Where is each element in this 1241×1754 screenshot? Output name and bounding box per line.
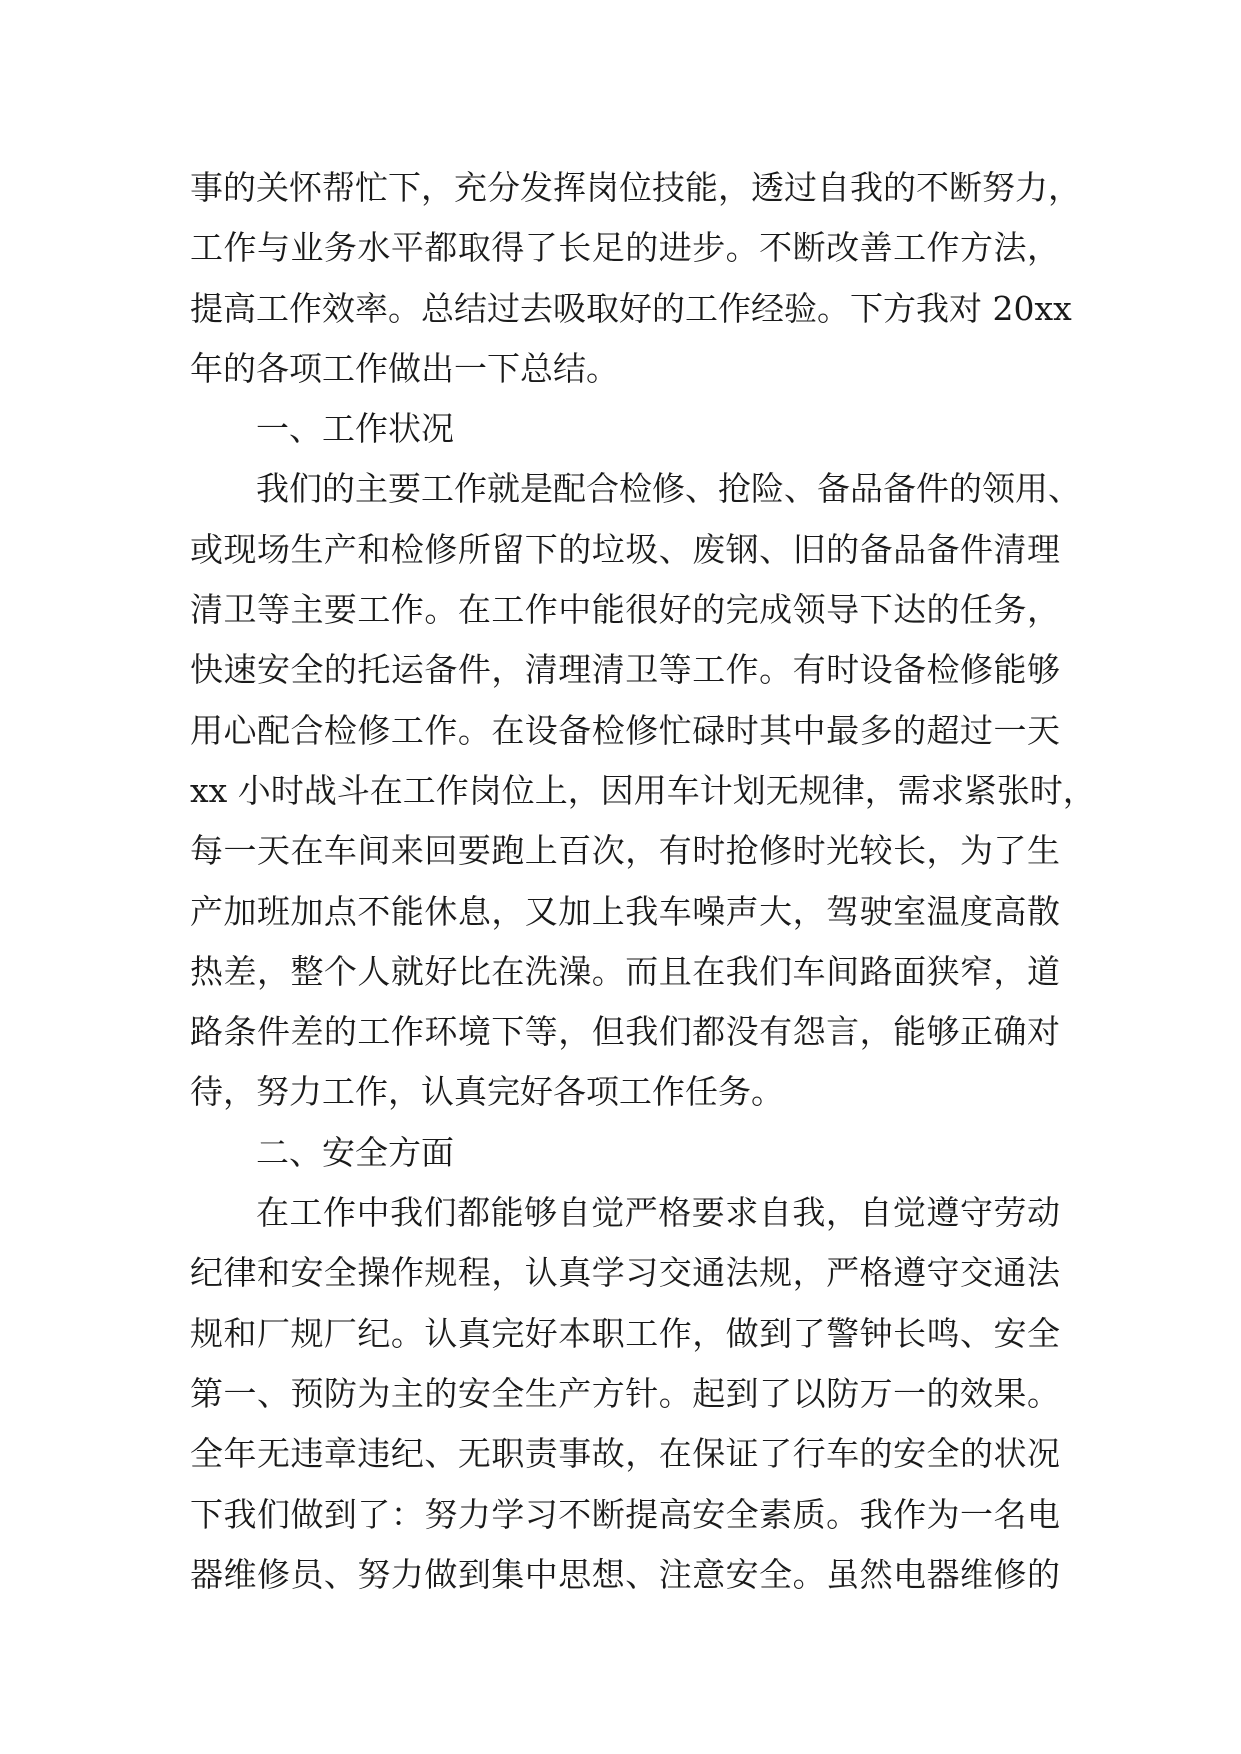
- text-line: 清卫等主要工作。在工作中能很好的完成领导下达的任务，: [190, 590, 1060, 630]
- text-line: 用心配合检修工作。在设备检修忙碌时其中最多的超过一天: [190, 710, 1060, 750]
- text-line: 产加班加点不能休息，又加上我车噪声大，驾驶室温度高散: [190, 891, 1060, 931]
- text-line: 在工作中我们都能够自觉严格要求自我，自觉遵守劳动: [256, 1193, 1060, 1233]
- text-line: 年的各项工作做出一下总结。: [190, 348, 619, 388]
- text-line: 或现场生产和检修所留下的垃圾、废钢、旧的备品备件清理: [190, 529, 1060, 569]
- text-line: 热差，整个人就好比在洗澡。而且在我们车间路面狭窄，道: [190, 951, 1060, 991]
- document-body: [190, 158, 1096, 1605]
- text-line: 器维修员、努力做到集中思想、注意安全。虽然电器维修的: [190, 1554, 1060, 1594]
- text-line: 全年无违章违纪、无职责事故，在保证了行车的安全的状况: [190, 1434, 1060, 1474]
- text-line: 路条件差的工作环境下等，但我们都没有怨言，能够正确对: [190, 1012, 1060, 1052]
- text-line: 规和厂规厂纪。认真完好本职工作，做到了警钟长鸣、安全: [190, 1313, 1060, 1353]
- text-line: 第一、预防为主的安全生产方针。起到了以防万一的效果。: [190, 1373, 1060, 1413]
- text-line: 工作与业务水平都取得了长足的进步。不断改善工作方法，: [190, 228, 1060, 268]
- text-line: 快速安全的托运备件，清理清卫等工作。有时设备检修能够: [190, 650, 1060, 690]
- text-line: 提高工作效率。总结过去吸取好的工作经验。下方我对 20xx: [190, 288, 1072, 328]
- section-heading-safety: 二、安全方面: [256, 1132, 454, 1172]
- text-line: 待，努力工作，认真完好各项工作任务。: [190, 1072, 784, 1112]
- section-heading-work-status: 一、工作状况: [256, 409, 454, 449]
- text-line: 每一天在车间来回要跑上百次，有时抢修时光较长，为了生: [190, 831, 1060, 871]
- text-line: 我们的主要工作就是配合检修、抢险、备品备件的领用、: [256, 469, 1081, 509]
- text-line: 事的关怀帮忙下，充分发挥岗位技能，透过自我的不断努力，: [190, 168, 1081, 207]
- text-line: xx 小时战斗在工作岗位上，因用车计划无规律，需求紧张时，: [190, 770, 1096, 810]
- text-line: 纪律和安全操作规程，认真学习交通法规，严格遵守交通法: [190, 1253, 1060, 1293]
- text-line: 下我们做到了：努力学习不断提高安全素质。我作为一名电: [190, 1494, 1060, 1534]
